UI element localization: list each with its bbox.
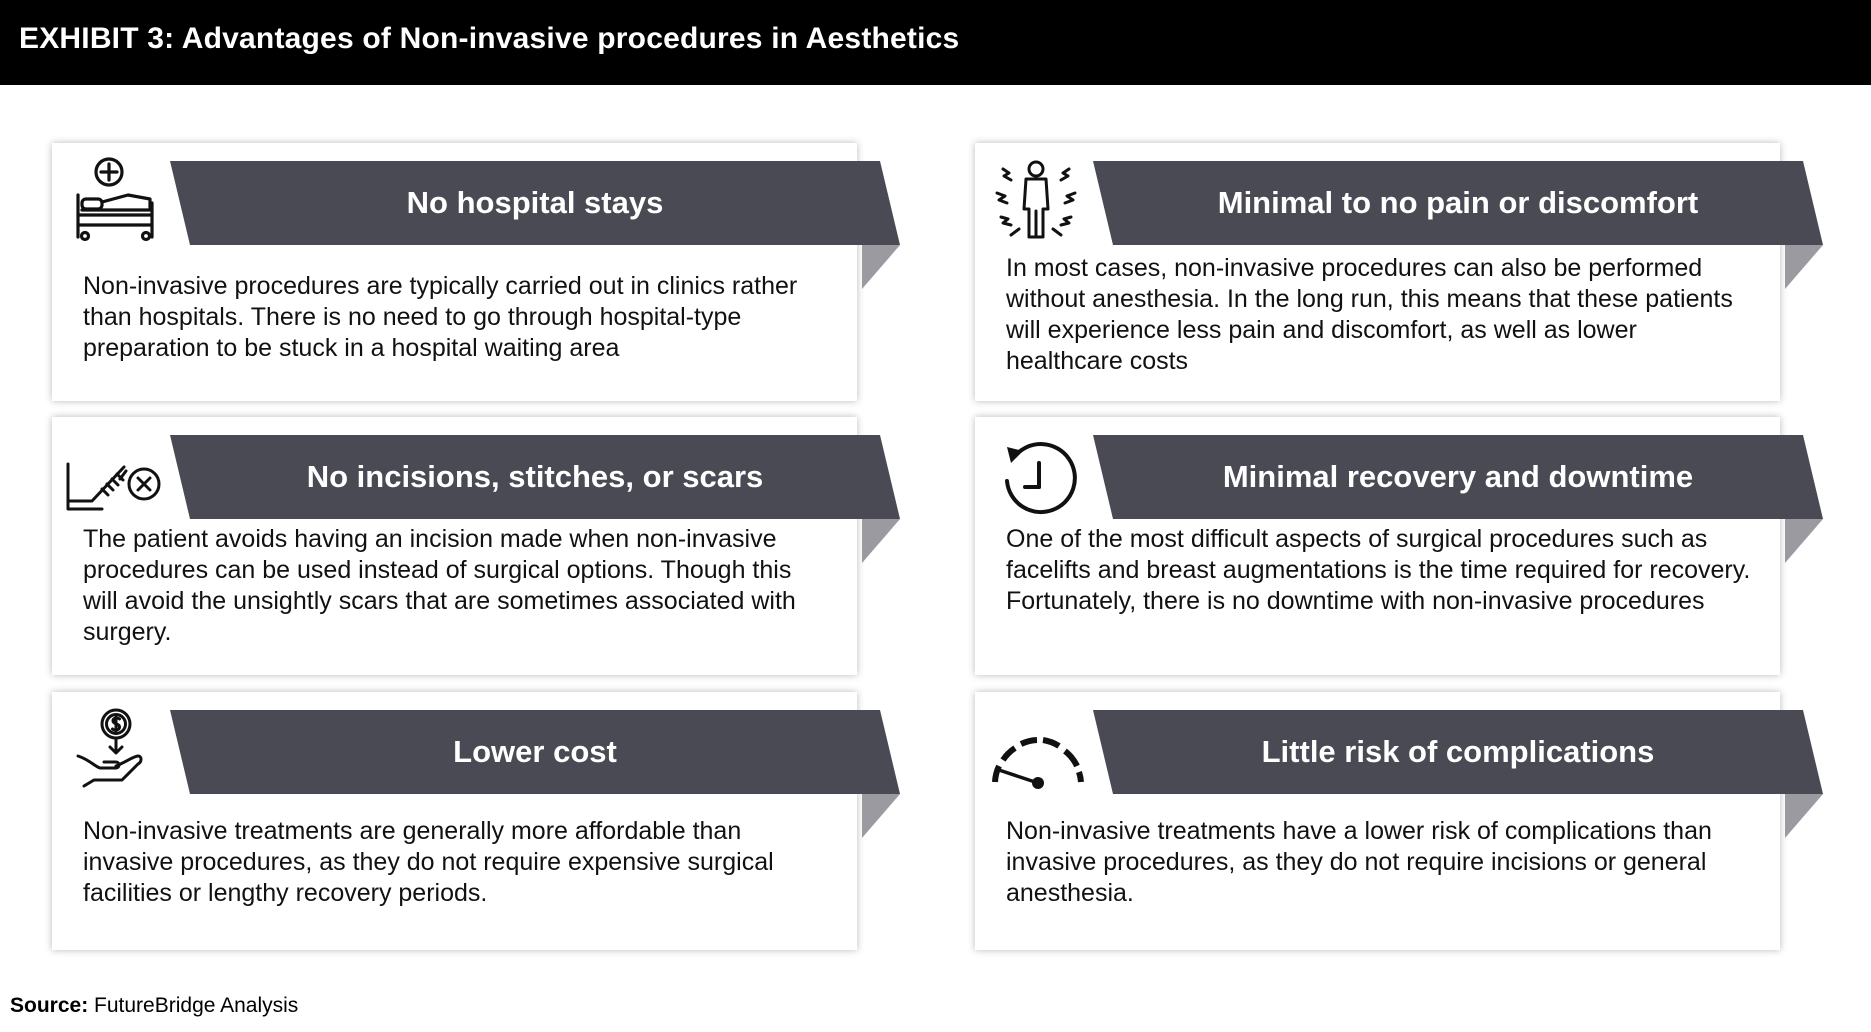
card-title: Lower cost [453, 734, 617, 769]
risk-gauge-icon [985, 704, 1085, 794]
card-title: Little risk of complications [1261, 734, 1655, 769]
advantage-card-no-incisions [52, 417, 857, 675]
source-note [10, 994, 298, 1018]
card-title: Minimal recovery and downtime [1222, 459, 1694, 494]
source-label: Source: [10, 994, 89, 1017]
banner-fold [862, 794, 900, 838]
advantage-card-little-risk [975, 692, 1780, 950]
card-description: One of the most difficult aspects of surgical procedures such as facelifts and breast augmentations is the time required for recovery. Fortunately, there is no downtime with non-invasive procedures [1006, 525, 1751, 615]
money-hand-icon [68, 704, 158, 794]
card-description: Non-invasive treatments have a lower risk of complications than invasive procedures, as they do not require incisions or general anesthesia. [1006, 817, 1712, 907]
card-description: Non-invasive treatments are generally more affordable than invasive procedures, as they do not require expensive surgical facilities or lengthy recovery periods. [83, 817, 774, 907]
clock-rewind-icon [991, 429, 1081, 519]
advantage-card-minimal-pain [975, 143, 1780, 401]
card-description: The patient avoids having an incision made when non-invasive procedures can be used instead of surgical options. Though this will avoid the unsightly scars that are sometimes associated with surgery. [83, 525, 796, 646]
card-title: No hospital stays [406, 185, 664, 220]
hospital-bed-icon [68, 155, 158, 245]
card-description: Non-invasive procedures are typically carried out in clinics rather than hospitals. There is no need to go through hospital-type preparation to be stuck in a hospital waiting area [83, 272, 798, 362]
banner-fold [1785, 519, 1823, 563]
person-pain-icon [991, 155, 1081, 245]
advantage-card-no-hospital-stays [52, 143, 857, 401]
banner-fold [1785, 245, 1823, 289]
exhibit-title: EXHIBIT 3: Advantages of Non-invasive procedures in Aesthetics [19, 22, 960, 55]
source-text: FutureBridge Analysis [94, 994, 299, 1017]
no-stitches-icon [62, 429, 152, 519]
banner-fold [1785, 794, 1823, 838]
banner-fold [862, 519, 900, 563]
banner-fold [862, 245, 900, 289]
advantage-card-minimal-recovery [975, 417, 1780, 675]
card-description: In most cases, non-invasive procedures can also be performed without anesthesia. In the long run, this means that these patients will experience less pain and discomfort, as well as lower healthcare costs [1006, 254, 1733, 375]
card-title: No incisions, stitches, or scars [306, 459, 764, 494]
card-title: Minimal to no pain or discomfort [1217, 185, 1699, 220]
exhibit-header [0, 0, 1871, 85]
advantage-card-lower-cost [52, 692, 857, 950]
